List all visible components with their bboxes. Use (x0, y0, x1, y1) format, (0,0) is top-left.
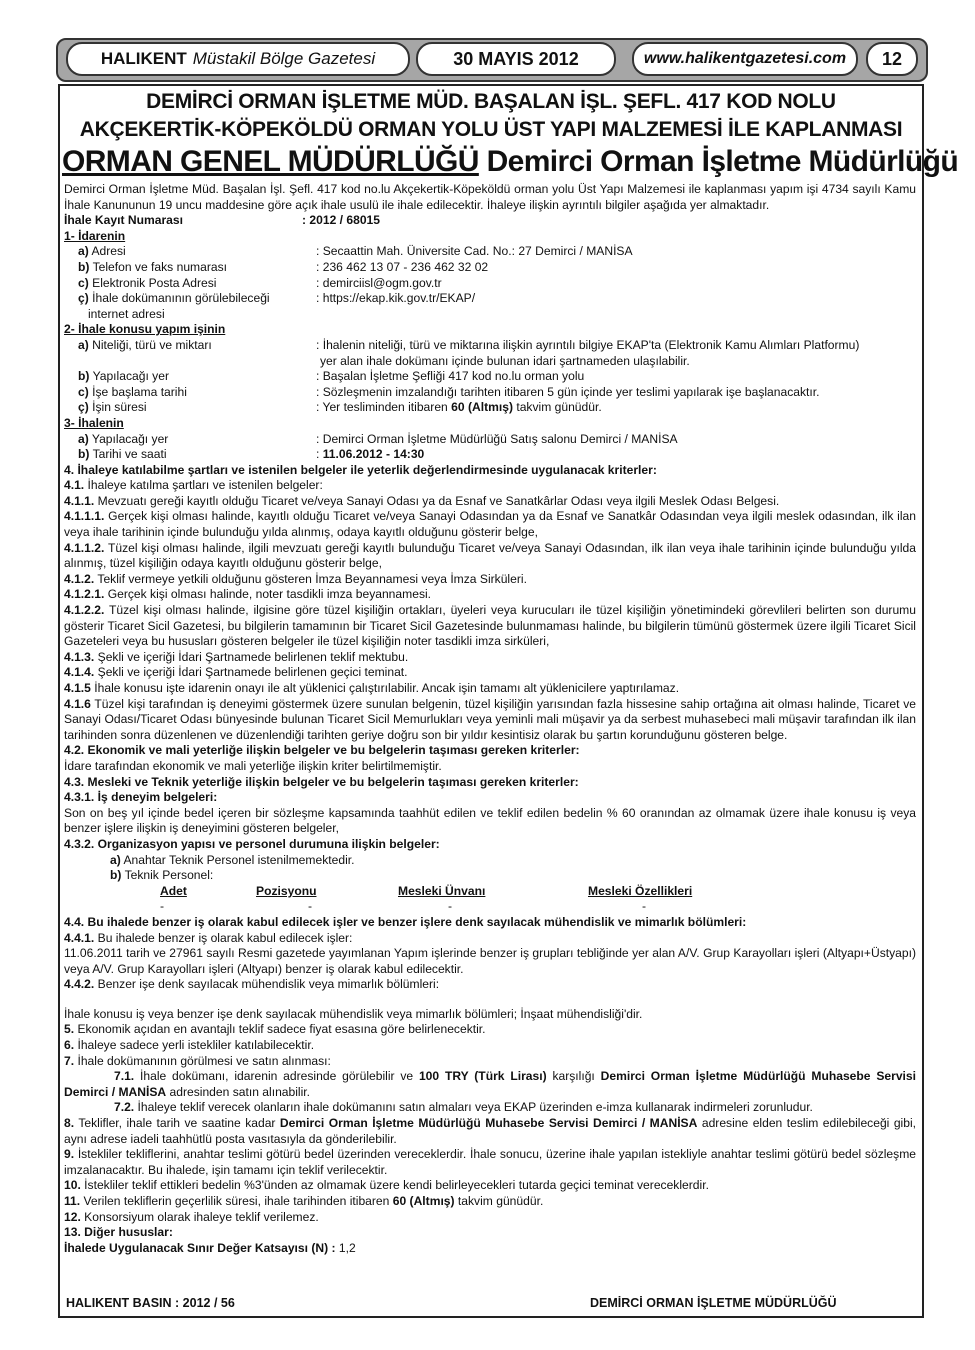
row-letter: a) (78, 244, 89, 259)
clause (64, 1194, 916, 1210)
newspaper-name-bold: HALIKENT (100, 49, 187, 68)
clause-number: 12. (64, 1209, 81, 1224)
registration-value: : 2012 / 68015 (302, 213, 381, 228)
clause (64, 478, 916, 494)
section-3-title: 3- İhalenin (64, 415, 124, 430)
clause-text: İhaleye teklif verecek olanların ihale dokümanını satın almaları veya EKAP üzerinden e-imza kullanarak indirmeleri zorunludur. (134, 1100, 813, 1115)
clause-number: 4.1.6 (64, 696, 91, 711)
konu-row-continuation (64, 354, 916, 370)
row-label: Telefon ve faks numarası (89, 259, 228, 274)
table-cell: - (642, 899, 647, 914)
section-4-4-2-body: İhale konusu iş veya benzer işe denk sayılacak mühendislik veya mimarlık bölümleri; İnşaat mühendisliği'dir. (64, 1006, 643, 1021)
clause-text: adresine elden teslim edilebileceği gibi, aynı adrese iadeli taahhütlü posta vasıtasıyla da gönderilebilir. (64, 1116, 917, 1146)
clause-number: 7.1. (114, 1069, 135, 1084)
clause (64, 681, 916, 697)
section-2-title: 2- İhale konusu yapım işinin (64, 322, 226, 337)
clause (64, 603, 916, 650)
clause-number: 8. (64, 1116, 75, 1131)
row-value: : Sözleşmenin imzalandığı tarihten itibaren 5 gün içinde yer teslimi yapılarak işe başlanacaktır. (316, 384, 820, 399)
section-4-4-title: 4.4. Bu ihalede benzer iş olarak kabul edilecek işler ve benzer işlere denk sayılacak mühendislik ve mimarlık bölümleri: (64, 914, 747, 929)
row-letter: c) (78, 384, 89, 399)
row-label: İşin süresi (88, 400, 147, 415)
headline-org: ORMAN GENEL MÜDÜRLÜĞÜ (62, 145, 479, 178)
row-value: : Yer tesliminden itibaren (316, 400, 452, 415)
tender-datetime: 11.06.2012 - 14:30 (322, 447, 425, 462)
newspaper-name-italic: Müstakil Bölge Gazetesi (192, 49, 376, 68)
clause-number: 4.1.2.1. (64, 587, 105, 602)
section-13-title: 13. Diğer hususlar: (64, 1225, 173, 1240)
clause-number: 4.1.5 (64, 681, 91, 695)
clause-number: 7. (64, 1053, 75, 1068)
coefficient-label: İhalede Uygulanacak Sınır Değer Katsayısı (N) : (64, 1240, 336, 1255)
section-4-3-1-text: Son on beş yıl içinde bedel içeren bir sözleşme kapsamında taahhüt edilen ve teklif edilen bedelin % 60 oranından az olmamak üzere ihale konusu iş veya benzer işlere ilişkin iş deneyimini gösteren belgeler, (64, 805, 916, 836)
clause-text: Şekli ve içeriği İdari Şartnamede belirlenen geçici teminat. (94, 665, 408, 680)
clause (64, 868, 916, 884)
clause-number: 4.1. (64, 478, 85, 493)
row-label: İhale dokümanının görülebileceği (88, 291, 270, 306)
row-value: : 236 462 13 07 - 236 462 32 02 (316, 259, 489, 274)
row-value: : Secaattin Mah. Üniversite Cad. No.: 27 Demirci / MANİSA (316, 244, 633, 259)
row-letter: b) (78, 259, 90, 274)
email-value[interactable]: : demirciisl@ogm.gov.tr (316, 275, 442, 290)
clause-number: 11. (64, 1194, 81, 1208)
threshold-coefficient (64, 1241, 916, 1257)
clause-number: 10. (64, 1178, 81, 1193)
clause (64, 1022, 916, 1038)
row-label: Elektronik Posta Adresi (88, 275, 217, 290)
clause-text: takvim günüdür. (454, 1194, 544, 1208)
column-header: Mesleki Ünvanı (398, 883, 486, 898)
clause (64, 853, 916, 869)
ihale-row (64, 432, 916, 448)
clause-text: Gerçek kişi olması halinde, kayıtlı olduğu Ticaret ve/veya Sanayi Odasından ya da Esnaf ve Sanatkâr Odasından veya ilgili meslek odasından, ilk ilan veya ihale tarihinin içinde bulunduğu yılda alınmış, odaya kayıtlı olduğunu gösterir belge, (64, 509, 916, 540)
website-link[interactable]: www.halikentgazetesi.com (632, 42, 858, 76)
clause (64, 494, 916, 510)
section-4-2-title: 4.2. Ekonomik ve mali yeterliğe ilişkin belgeler ve bu belgelerin taşıması gereken kriterler: (64, 743, 580, 758)
table-cell: - (308, 899, 313, 914)
row-letter: ç) (78, 400, 89, 415)
clause-text: Teklif vermeye yetkili olduğunu gösteren İmza Beyannamesi veya İmza Sirküleri. (94, 571, 527, 586)
clause-number: 4.1.4. (64, 665, 95, 680)
clause (64, 931, 916, 947)
clause-number: 7.2. (114, 1100, 135, 1115)
ekap-url[interactable]: : https://ekap.kik.gov.tr/EKAP/ (316, 291, 476, 306)
clause (64, 1178, 916, 1194)
clause-text: İhale dokümanının görülmesi ve satın alınması: (74, 1053, 331, 1068)
clause (64, 587, 916, 603)
tender-registration-row (64, 213, 916, 229)
clause (64, 1210, 916, 1226)
personnel-table-header (64, 884, 916, 900)
page-number: 12 (866, 42, 918, 76)
section-4-4-1-body: 11.06.2011 tarih ve 27961 sayılı Resmi gazetede yayımlanan Yapım işlerinde benzer iş grupları tebliğinde yer alan A/V. Grup Karayolları işleri (Altyapı+Üstyapı) veya A/V. Grup Karayolları işleri (Altyapı) benzer iş olarak kabul edilecektir. (64, 946, 916, 976)
clause-text: Benzer işe denk sayılacak mühendislik veya mimarlık bölümleri: (94, 977, 440, 992)
konu-row (64, 338, 916, 354)
duration-value: 60 (Altmış) (451, 400, 513, 415)
konu-row (64, 369, 916, 385)
clause-text: İstekliler teklif ettikleri bedelin %3'ünden az olmamak üzere kendi belirleyecekleri tutarda geçici teminat vereceklerdir. (80, 1178, 709, 1193)
column-header: Mesleki Özellikleri (588, 883, 693, 898)
row-label: Yapılacağı yer (89, 369, 169, 384)
clause-text: Tüzel kişi olması halinde, ilgili mevzuatı gereği kayıtlı bulunduğu Ticaret ve/veya Sanayi Odasından, ilk ilan veya ihale tarihinin içinde bulunduğu yılda alınmış, tüzel kişiliğin odaya kayıtlı olduğunu gösterir belge, (64, 540, 916, 571)
registration-label: İhale Kayıt Numarası (64, 213, 183, 228)
clause (64, 1038, 916, 1054)
clause-number: 6. (64, 1038, 75, 1053)
headline-line-1: DEMİRCİ ORMAN İŞLETME MÜD. BAŞALAN İŞL. ŞEFL. 417 KOD NOLU (146, 90, 836, 113)
row-label: Niteliği, türü ve miktarı (88, 337, 212, 352)
section-4-3-1-title: 4.3.1. İş deneyim belgeleri: (64, 790, 218, 805)
idare-row (64, 291, 916, 307)
clause (64, 1069, 916, 1100)
ihale-row (64, 447, 916, 463)
clause-number: 9. (64, 1147, 75, 1162)
clause-text: Konsorsiyum olarak ihaleye teklif verilemez. (80, 1209, 319, 1224)
clause-text: Şekli ve içeriği İdari Şartnamede belirlenen teklif mektubu. (94, 649, 409, 664)
row-value: : Demirci Orman İşletme Müdürlüğü Satış salonu Demirci / MANİSA (316, 431, 678, 446)
row-value: takvim günüdür. (512, 400, 602, 415)
announcement-body (64, 182, 916, 1256)
row-value: : Başalan İşletme Şefliği 417 kod no.lu orman yolu (316, 369, 585, 384)
row-label: Adresi (88, 244, 126, 259)
konu-row (64, 400, 916, 416)
clause-text: Verilen tekliflerin geçerlilik süresi, ihale tarihinden itibaren (80, 1194, 393, 1208)
submission-office: Demirci Orman İşletme Müdürlüğü Muhasebe Servisi Demirci / MANİSA (279, 1116, 698, 1131)
purchase-office: Demirci Orman İşletme Müdürlüğü Muhasebe Servisi Demirci / MANİSA (64, 1069, 917, 1099)
clause-number: 4.1.2.2. (64, 603, 105, 618)
table-cell: - (160, 899, 165, 914)
clause-number: 4.4.1. (64, 930, 95, 945)
row-letter: a) (78, 337, 89, 352)
clause (64, 572, 916, 588)
row-label: Tarihi ve saati (89, 447, 167, 462)
clause-number: 4.4.2. (64, 977, 95, 992)
row-value: yer alan ihale dokümanı içinde bulunan idari şartnameden ulaşılabilir. (320, 353, 690, 368)
clause (64, 697, 916, 744)
clause-text: İhale dokümanı, idarenin adresinde görülebilir ve (134, 1069, 419, 1084)
row-label: İşe başlama tarihi (88, 384, 187, 399)
clause-text: Bu ihalede benzer iş olarak kabul edilecek işler: (94, 930, 353, 945)
clause (64, 650, 916, 666)
section-4-3-2-title: 4.3.2. Organizasyon yapısı ve personel durumuna ilişkin belgeler: (64, 836, 440, 851)
row-letter: b) (110, 868, 122, 883)
clause-number: 4.1.1.2. (64, 540, 105, 555)
idare-row (64, 276, 916, 292)
clause (64, 665, 916, 681)
clause-text: Tüzel kişi olması halinde, ilgisine göre tüzel kişiliğin ortakları, üyeleri veya kurucuları ile tüzel kişiliğin yönetimindeki görevlileri belirten son durumu gösterir Ticaret Sicil Gazetesi, bu bilgilerin tamamının bir Ticaret Sicil Gazetesinde bulunmaması halinde, bu bilgilerin tümünü göstermek üzere ilgili Ticaret Sicil Gazeteleri veya bu hususları gösteren belgeler ile tüzel kişiliğin noter tasdikli imza sirküleri, (64, 603, 916, 649)
table-row (64, 899, 916, 915)
clause (64, 1116, 916, 1147)
clause (64, 541, 916, 572)
clause-number: 4.1.3. (64, 649, 95, 664)
clause-text: adresinden satın alınabilir. (166, 1084, 311, 1099)
clause-text: İstekliler tekliflerini, anahtar teslimi götürü bedel üzerinden vereceklerdir. İhale sonucu, üzerine ihale yapılan istekliyle anahtar teslimi götürü bedel sözleşme imzalanacaktır. Bu ihalede, işin tamamı için teklif verilecektir. (64, 1147, 916, 1177)
clause-text: Ekonomik açıdan en avantajlı teklif sadece fiyat esasına göre belirlenecektir. (74, 1022, 486, 1037)
section-4-title: 4. İhaleye katılabilme şartları ve istenilen belgeler ile yeterlik değerlendirmesinde uygulanacak kriterler: (64, 462, 657, 477)
idare-row (64, 244, 916, 260)
issuer-signature: DEMİRCİ ORMAN İŞLETME MÜDÜRLÜĞÜ (590, 1296, 837, 1310)
idare-row (64, 260, 916, 276)
newspaper-name (66, 42, 410, 76)
clause-number: 4.1.1. (64, 493, 95, 508)
clause (64, 509, 916, 540)
clause-text: Gerçek kişi olması halinde, noter tasdikli imza beyannamesi. (104, 587, 432, 602)
clause-text: İhaleye sadece yerli istekliler katılabilecektir. (74, 1038, 315, 1053)
column-header: Pozisyonu (256, 883, 317, 898)
clause-number: 4.1.1.1. (64, 509, 105, 524)
section-4-2-text: İdare tarafından ekonomik ve mali yeterliğe ilişkin kriter belirtilmemiştir. (64, 758, 442, 773)
clause-text: Anahtar Teknik Personel istenilmemektedir. (120, 852, 355, 867)
clause-text: Tüzel kişi tarafından iş deneyimi göstermek üzere sunulan belgenin, tüzel kişiliğin yarısından fazla hissesine sahip ortağına ait olması halinde, Ticaret ve Sanayi Odası/Ticaret Odası bünyesinde bulunan Ticaret Sicil Memurlukları veya yeminli mali müşavir ya da serbest muhasebeci mali müşavir tarafından ilk ilan tarihinden sonra düzenlenen ve düzenlendiği tarihten geriye doğru son bir yıldır kesintisiz olarak bu şartın korunduğunu gösteren belge. (64, 696, 916, 742)
table-cell: - (448, 899, 453, 914)
press-reference: HALIKENT BASIN : 2012 / 56 (66, 1296, 235, 1310)
intro-paragraph: Demirci Orman İşletme Müd. Başalan İşl. Şefl. 417 kod no.lu Akçekertik-Köpeköldü orman yolu Üst Yapı Malzemesi ile kaplanması yapım işi 4734 sayılı Kamu İhale Kanununun 19 uncu maddesine göre açık ihale usulü ile ihale edilecektir. İhaleye ilişkin ayrıntılı bilgiler aşağıda yer almaktadır. (64, 182, 916, 212)
row-letter: b) (78, 369, 90, 384)
row-label: Yapılacağı yer (88, 431, 169, 446)
row-letter: a) (110, 852, 121, 867)
section-4-3-title: 4.3. Mesleki ve Teknik yeterliğe ilişkin belgeler ve bu belgelerin taşıması gereken kriterler: (64, 774, 579, 789)
clause-text: İhaleye katılma şartları ve istenilen belgeler: (84, 478, 323, 493)
row-value: : İhalenin niteliği, türü ve miktarına ilişkin ayrıntılı bilgiye EKAP'ta (Elektronik Kamu Alımları Platformu) (316, 337, 860, 352)
document-fee: 100 TRY (Türk Lirası) (418, 1069, 547, 1084)
clause-text: karşılığı (546, 1069, 601, 1084)
row-letter: ç) (78, 291, 89, 306)
coefficient-value: 1,2 (335, 1240, 356, 1255)
row-label-continuation: internet adresi (88, 306, 165, 321)
headline-line-3 (62, 145, 959, 179)
clause (64, 977, 916, 993)
column-header: Adet (160, 883, 187, 898)
headline-line-2: AKÇEKERTİK-KÖPEKÖLDÜ ORMAN YOLU ÜST YAPI MALZEMESİ İLE KAPLANMASI (79, 118, 903, 141)
row-letter: a) (78, 431, 89, 446)
clause-text: Teklifler, ihale tarih ve saatine kadar (74, 1116, 280, 1131)
clause-text: Mevzuatı gereği kayıtlı olduğu Ticaret ve/veya Sanayi Odası ya da Esnaf ve Sanatkârlar Odası veya ilgili Meslek Odası Belgesi. (94, 493, 780, 508)
clause-text: İhale konusu işte idarenin onayı ile alt yüklenici çalıştırılabilir. Ancak işin tamamı alt yüklenicilere yaptırılamaz. (90, 681, 680, 695)
clause (64, 1100, 916, 1116)
row-letter: c) (78, 275, 89, 290)
section-1-title: 1- İdarenin (64, 228, 126, 243)
clause (64, 1147, 916, 1178)
clause-text: Teknik Personel: (121, 868, 214, 883)
headline-directorate: Demirci Orman İşletme Müdürlüğü (478, 145, 959, 178)
row-letter: b) (78, 447, 90, 462)
row-value: : (316, 447, 323, 462)
issue-date: 30 MAYIS 2012 (416, 42, 616, 76)
clause (64, 1054, 916, 1070)
clause-number: 4.1.2. (64, 571, 95, 586)
validity-period: 60 (Altmış) (392, 1194, 455, 1208)
konu-row (64, 385, 916, 401)
clause-number: 5. (64, 1022, 75, 1037)
